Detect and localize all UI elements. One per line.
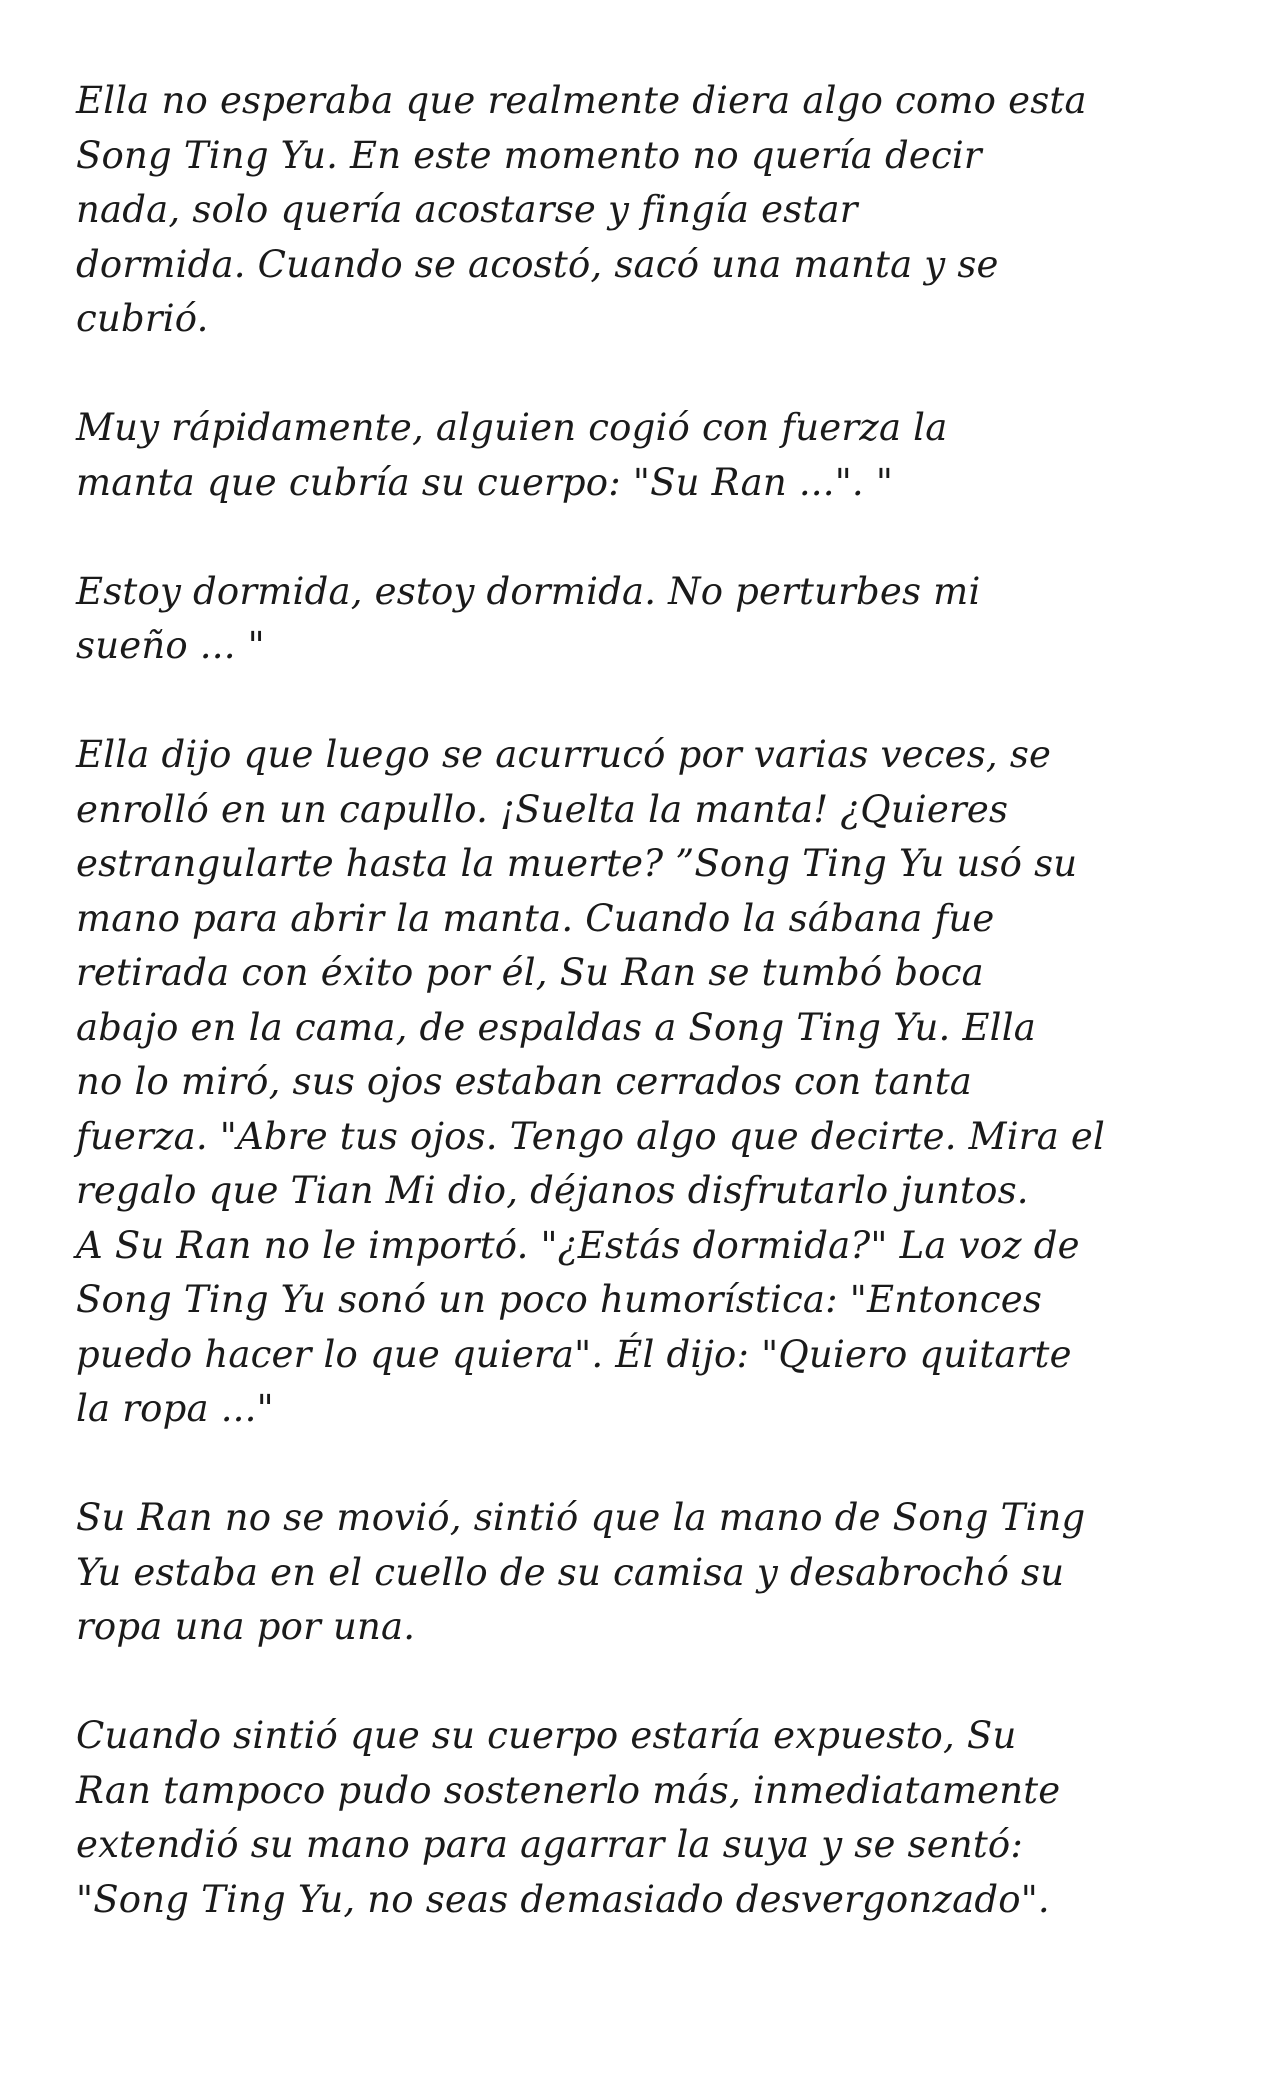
- document-page: [76, 74, 1226, 1927]
- paragraph-3: Estoy dormida, estoy dormida. No perturbes mi sueño ... ": [76, 569, 981, 667]
- paragraph-1: Ella no esperaba que realmente diera algo como esta Song Ting Yu. En este momento no quería decir nada, solo quería acostarse y fingía estar dormida. Cuando se acostó, sacó una manta y se cubrió.: [76, 79, 1087, 340]
- paragraph-5: Su Ran no se movió, sintió que la mano de Song Ting Yu estaba en el cuello de su camisa y desabrochó su ropa una por una.: [76, 1496, 1086, 1648]
- paragraph-6: Cuando sintió que su cuerpo estaría expuesto, Su Ran tampoco pudo sostenerlo más, inmediatamente extendió su mano para agarrar la suya y se sentó: "Song Ting Yu, no seas demasiado desvergonzado".: [76, 1714, 1061, 1921]
- paragraph-2: Muy rápidamente, alguien cogió con fuerza la manta que cubría su cuerpo: "Su Ran ...". ": [76, 406, 948, 504]
- paragraph-4: Ella dijo que luego se acurrucó por varias veces, se enrolló en un capullo. ¡Suelta la manta! ¿Quieres estrangularte hasta la muerte? ”Song Ting Yu usó su mano para abrir la manta. Cuando la sábana fue retirada con éxito por él, Su Ran se tumbó boca abajo en la cama, de espaldas a Song Ting Yu. Ella no lo miró, sus ojos estaban cerrados con tanta fuerza. "Abre tus ojos. Tengo algo que decirte. Mira el regalo que Tian Mi dio, déjanos disfrutarlo juntos. A Su Ran no le importó. "¿Estás dormida?" La voz de Song Ting Yu sonó un poco humorística: "Entonces puedo hacer lo que quiera". Él dijo: "Quiero quitarte la ropa ...": [76, 733, 1106, 1430]
